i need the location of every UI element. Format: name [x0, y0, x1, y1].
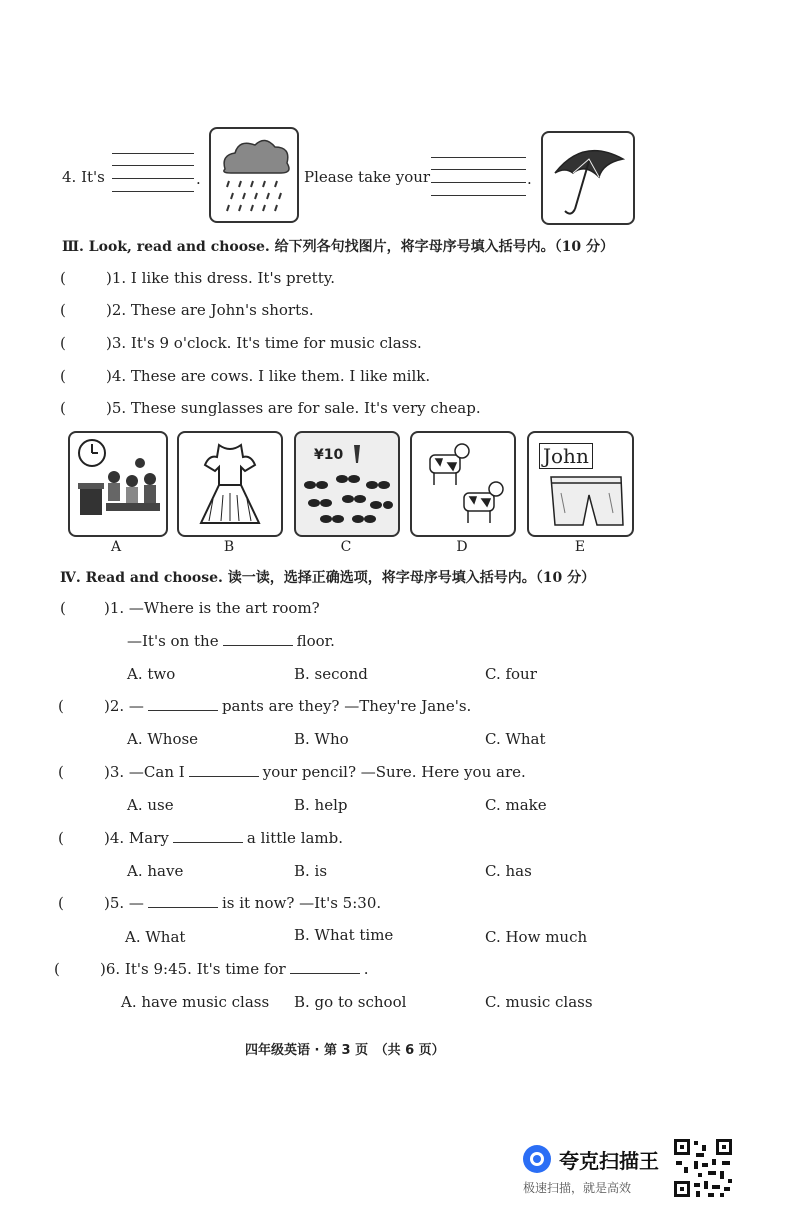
s4-q3-paren: (: [58, 763, 64, 781]
s4-q5-paren: (: [58, 894, 64, 912]
cows-icon: [412, 433, 514, 535]
qr-code-icon: [672, 1137, 734, 1199]
s4-q1-option-a: A. two: [127, 665, 176, 683]
s3-paren-5: (: [60, 399, 66, 417]
rain-cloud-icon: [211, 129, 297, 221]
s4-q1-text: )1. —Where is the art room?: [104, 599, 320, 617]
rain-picture: [209, 127, 299, 223]
answer-blank: [189, 775, 259, 777]
s4-q2-option-a: A. Whose: [127, 730, 199, 748]
name-label: John: [539, 443, 593, 469]
s3-item-3: )3. It's 9 o'clock. It's time for music class.: [106, 334, 422, 352]
s4-q3-option-b: B. help: [294, 796, 348, 814]
answer-blank: [148, 906, 218, 908]
picture-b-letter: B: [223, 539, 235, 555]
q4-dot1: .: [196, 170, 201, 188]
s4-q2-text: )2. — pants are they? —They're Jane's.: [104, 697, 472, 715]
q4-mid: Please take your: [304, 168, 431, 186]
picture-d-letter: D: [456, 539, 468, 555]
s3-item-4: )4. These are cows. I like them. I like milk.: [106, 367, 431, 385]
picture-e-letter: E: [574, 539, 586, 555]
s4-q6-option-b: B. go to school: [294, 993, 407, 1011]
answer-blank: [223, 644, 293, 646]
s3-item-2: )2. These are John's shorts.: [106, 301, 314, 319]
brand-slogan: 极速扫描，就是高效: [523, 1181, 632, 1195]
s3-item-1: )1. I like this dress. It's pretty.: [106, 269, 335, 287]
s4-q4-option-b: B. is: [294, 862, 328, 880]
umbrella-picture: [541, 131, 635, 225]
s4-q3-option-c: C. make: [485, 796, 547, 814]
s4-q2-option-c: C. What: [485, 730, 546, 748]
picture-a-letter: A: [110, 539, 122, 555]
answer-blank: [173, 841, 243, 843]
s4-q1-option-c: C. four: [485, 665, 537, 683]
s3-paren-4: (: [60, 367, 66, 385]
picture-d: [410, 431, 516, 537]
s4-q2-paren: (: [58, 697, 64, 715]
shorts-icon: [529, 433, 632, 535]
s4-q6-option-a: A. have music class: [121, 993, 270, 1011]
picture-b: [177, 431, 283, 537]
s4-q5-option-b: B. What time: [294, 926, 394, 944]
picture-a: [68, 431, 168, 537]
s4-q6-text: )6. It's 9:45. It's time for .: [100, 960, 369, 978]
s4-q4-option-a: A. have: [127, 862, 184, 880]
section-3-title: Ⅲ. Look, read and choose. 给下列各句找图片，将字母序号填入括号内。（10 分）: [62, 239, 614, 255]
s4-q2-option-b: B. Who: [294, 730, 349, 748]
scanner-watermark: [521, 1141, 661, 1197]
q4-dot2: .: [527, 170, 532, 188]
s4-q4-option-c: C. has: [485, 862, 532, 880]
brand-logo-icon: [521, 1143, 553, 1175]
answer-blank: [148, 709, 218, 711]
q4-lead: 4. It's: [62, 168, 105, 186]
s4-q6-paren: (: [54, 960, 60, 978]
s4-q1-paren: (: [60, 599, 66, 617]
page-footer: 四年级英语 · 第 3 页 （共 6 页）: [245, 1043, 445, 1058]
picture-c: [294, 431, 400, 537]
music-class-icon: [70, 433, 166, 535]
s4-q1-option-b: B. second: [294, 665, 368, 683]
dress-icon: [179, 433, 281, 535]
s4-q6-option-c: C. music class: [485, 993, 593, 1011]
s4-q5-option-a: A. What: [125, 928, 186, 946]
s4-q5-text: )5. — is it now? —It's 5:30.: [104, 894, 382, 912]
picture-c-letter: C: [340, 539, 352, 555]
sunglasses-sale-icon: [296, 433, 398, 535]
answer-blank: [290, 972, 360, 974]
s4-q4-paren: (: [58, 829, 64, 847]
s3-item-5: )5. These sunglasses are for sale. It's very cheap.: [106, 399, 481, 417]
s4-q5-option-c: C. How much: [485, 928, 588, 946]
section-4-title: Ⅳ. Read and choose. 读一读，选择正确选项，将字母序号填入括号内。（10 分）: [60, 570, 596, 586]
price-tag: ¥10: [314, 447, 344, 463]
s3-paren-3: (: [60, 334, 66, 352]
s3-paren-1: (: [60, 269, 66, 287]
s4-q3-option-a: A. use: [127, 796, 174, 814]
s4-q1-line2: —It's on the floor.: [127, 632, 335, 650]
s4-q4-text: )4. Mary a little lamb.: [104, 829, 344, 847]
picture-e: [527, 431, 634, 537]
s3-paren-2: (: [60, 301, 66, 319]
s4-q3-text: )3. —Can I your pencil? —Sure. Here you are.: [104, 763, 526, 781]
brand-name: 夸克扫描王: [559, 1149, 659, 1173]
umbrella-icon: [543, 133, 633, 223]
